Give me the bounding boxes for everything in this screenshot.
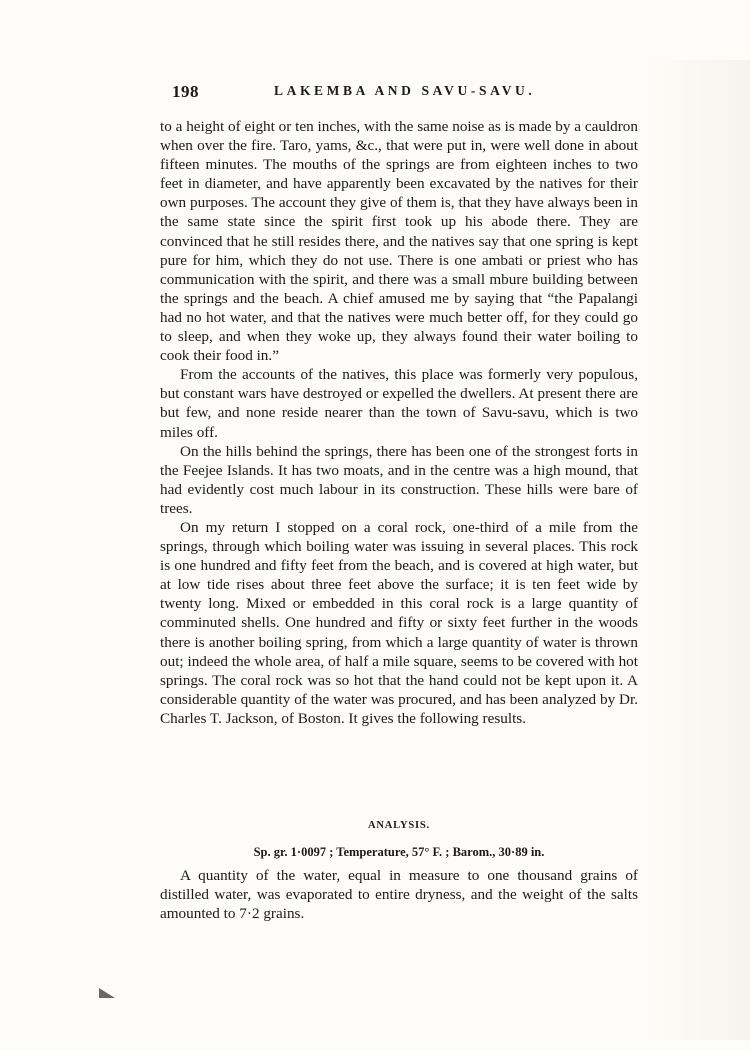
paragraph-analysis: A quantity of the water, equal in measure to one thousand grains of distilled water, was evaporated to entire dryness, and the weight of the salts amounted to 7·2 grains. [160, 867, 638, 923]
analysis-heading: ANALYSIS. [368, 820, 430, 831]
page-header [172, 82, 564, 104]
paragraph-continued: to a height of eight or ten inches, with the same noise as is made by a cauldron when over the fire. Taro, yams, &c., that were put in, were well done in about fifteen minutes. The mouths of the springs are from eighteen inches to two feet in diameter, and have apparently been excavated by the natives for their own purposes. The account they give of them is, that they have always been in the same state since the spirit first took up his abode there. They are convinced that he still resides there, and the natives say that one spring is kept pure for him, which they do not use. There is one ambati or priest who has communication with the spirit, and there was a small mbure building between the springs and the beach. A chief amused me by saying that “the Papalangi had no hot water, and that the natives were much better off, for they could go to sleep, and when they woke up, they always found their water boiling to cook their food in.” [160, 118, 638, 365]
analysis-conditions: Sp. gr. 1·0097 ; Temperature, 57° F. ; Barom., 30·89 in. [253, 845, 545, 859]
analysis-text-block [160, 866, 638, 923]
paragraph-forts: On the hills behind the springs, there has been one of the strongest forts in the Feejee Islands. It has two moats, and in the centre was a high mound, that had evidently cost much labour in its construction. These hills were bare of trees. [160, 442, 638, 517]
paragraph-coral-rock: On my return I stopped on a coral rock, one-third of a mile from the springs, through which boiling water was issuing in several places. This rock is one hundred and fifty feet from the beach, and is covered at high water, but at low tide rises about three feet above the surface; it is ten feet wide by twenty long. Mixed or embedded in this coral rock is a large quantity of comminuted shells. One hundred and fifty or sixty feet further in the woods there is another boiling spring, from which a large quantity of water is thrown out; indeed the whole area, of half a mile square, seems to be covered with hot springs. The coral rock was so hot that the hand could not be kept upon it. A considerable quantity of the water was procured, and has been analyzed by Dr. Charles T. Jackson, of Boston. It gives the following results. [160, 518, 638, 727]
running-head: LAKEMBA AND SAVU-SAVU. [274, 83, 536, 98]
paragraph-accounts: From the accounts of the natives, this place was formerly very populous, but constant wars have destroyed or expelled the dwellers. At present there are but few, and none reside nearer than the town of Savu-savu, which is two miles off. [160, 366, 638, 441]
page-edge-shadow [640, 60, 750, 1040]
page-number: 198 [172, 82, 199, 101]
body-text [160, 117, 638, 728]
page-corner-mark [99, 988, 115, 998]
